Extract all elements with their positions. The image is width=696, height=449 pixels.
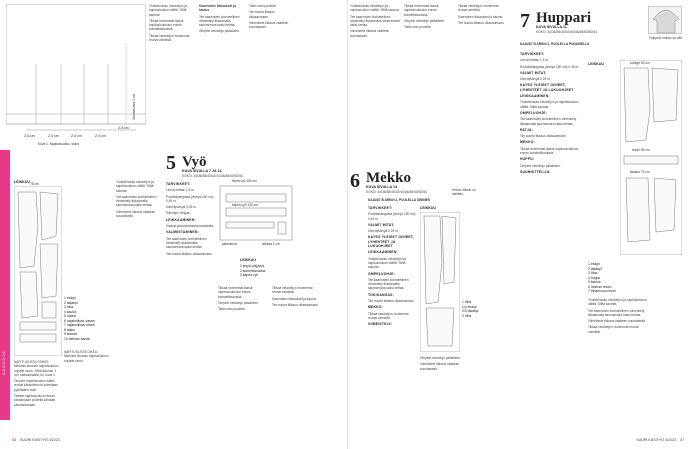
item6-legend-item: 1 hiha — [462, 300, 472, 304]
item7-dim-1: college 80 cm — [630, 61, 650, 65]
item5-c4-p3: Tee suurta tikkaus olkasaumaan. — [272, 302, 319, 307]
col3-p2: Tee kaarrosten koristeellinen viimeistely tikkaamalla saumanvara kaksi kertaa. — [199, 14, 240, 28]
dim-1: 2,5 cm — [24, 134, 35, 138]
legend1-item: 10 helman kaista — [64, 336, 90, 341]
legend1-item: 5 hupun — [64, 314, 77, 318]
item7-c2-p4: Tikkaa vetoketjun molemmat reunat valmiiksi. — [588, 325, 639, 334]
item7-legend-item: 1 etukpl — [588, 262, 600, 266]
item6-c2-p1: Ompele vetoketju paikalleen. — [420, 356, 461, 360]
item7-legend-item: 7 hihansuun resori — [588, 289, 616, 293]
item6-legend-item: 1/4 etukpl — [462, 304, 477, 309]
item7-legend-title: LEIKKUU — [588, 62, 604, 66]
item7-h1: TARVIKKEET: — [520, 52, 545, 56]
item7-c2-p3: Viimeistele tikkaus vaatteen suuntaisesti. — [588, 319, 646, 324]
item6-legend — [462, 300, 492, 318]
col2-p2: Tikkaa molemmat taskut napitusluukkuun ennen koristetikkauksia. — [149, 18, 184, 32]
item5-c3-p2: Ompele vetoketju paikalleen. — [218, 300, 259, 305]
item7-legend-item: 2 takakpl — [588, 266, 602, 271]
item7-name: Huppari — [536, 10, 592, 26]
item5-legend-item: 2 solmimisnauha — [240, 268, 266, 273]
item5-sub: KUVA SIVULLA 7 JA 14 — [182, 169, 222, 173]
item6-h1: TARVIKKEET: — [368, 206, 393, 210]
col1-p2: Ompele napitusluukun kaikki reunat kaksinkerroin kulmiltaan pyöristäen osiin. — [14, 379, 58, 392]
right-col-1 — [350, 4, 400, 40]
col4-p1: Taitto olan puolelta. — [249, 4, 277, 8]
item5-c3-p3: Taitto olan puolelta. — [218, 307, 246, 312]
dim-2: 2,5 cm — [48, 134, 59, 138]
item6-pattern — [420, 212, 460, 352]
item7-number: 7 — [520, 10, 530, 32]
item6-t3: Yhdistä tasku vetoketjun ja napitusluukun väliltä. Silitä saumat. — [368, 256, 406, 270]
r-c3-p1: Tikkaa vetoketjun molemmat reunat valmiiksi. — [458, 4, 499, 13]
item6-text — [368, 206, 416, 329]
mid-p2: Tee kaarrosten koristeellinen viimeistely tikkaamalla saumanvara kaksi kertaa. — [116, 194, 157, 208]
item6-sub: KUVA SIVULLA 14 — [366, 185, 398, 189]
item6-t5: Tee suurta tikkaus olkasaumaan. — [368, 299, 415, 304]
diagram-caption: Kuva 1. Napitusluukku, sidos — [38, 142, 79, 146]
item7-t8: Ompele vetoketju paikalleen. — [520, 163, 561, 168]
item5-dim-3: kantokuvio — [222, 242, 238, 246]
item5-legend-item: 1 levyä pöljyyvä — [240, 264, 264, 268]
item6-t1: Puuvillakangasta (leveys 150 cm) 0,45 m. — [368, 212, 416, 221]
item7-side-note: Huppari: mikolu on väli. — [649, 36, 683, 40]
item6-code: KOKO: 34/36/38/40/42/44/46/48/50/52/54 — [366, 190, 427, 194]
item7-t2: Puuvillakangasta (leveys 150 cm) 0,45 m. — [520, 64, 579, 69]
item5-t2: Puuvillakangasta (leveys 150 cm) 0,45 m. — [166, 194, 214, 203]
legend1-caption: NAPITUSLISTA OIKEA: Merkitse ikkunan napitusluukun nurjalle osoin. — [64, 350, 109, 363]
item5-heading3: VALMIISTAMINEN: — [166, 230, 199, 235]
item6-t2: Kiinnityslevyä 0,25 m. — [368, 229, 399, 234]
item5-t7: Tee suurta tikkaus olkasaumaan. — [166, 251, 213, 256]
item6-link[interactable]: KAAVAT B ARKIN 2, PUOLELLA SININEN — [368, 198, 430, 202]
item6-h7: MEKKO: — [368, 305, 383, 310]
item7-text — [520, 52, 584, 176]
item7-title-block — [520, 10, 630, 36]
left-column-3 — [199, 4, 245, 36]
item5-t6: Tee kaarrosten koristeellinen viimeistely tikkaamalla saumanvara kaksi kertaa. — [166, 236, 207, 250]
col4-p2: Tee suurta tikkaus olkasaumaan. — [249, 10, 275, 19]
dim-3: 2,5 cm — [71, 134, 82, 138]
item7-t6: Tee suurta tikkaus olkasaumaan. — [520, 134, 567, 139]
item5-text — [166, 182, 214, 258]
napitusluukku-diagram — [6, 4, 146, 139]
col1-p3: Taittele napitusluukun reunat tukikankaan puolella kohtaan saumanvaraan. — [14, 394, 56, 407]
legend1-item: 1 etukpl — [64, 296, 76, 300]
item7-h7: MEKKO: — [520, 140, 535, 145]
item6-c2-p2: Viimeistele tikkaus vaatteen suuntaisesti. — [420, 362, 460, 371]
item7-legend-item: 5 kaulus — [588, 280, 601, 284]
item5-legend — [240, 264, 296, 278]
legend1-item: 3 hiha — [64, 305, 74, 309]
col4-p3: Viimeistele tikkaus vaatteen suuntaisesti. — [249, 20, 289, 30]
dim-seam: Saumanvara 1 cm — [132, 94, 136, 120]
dim-5: 2,5 cm — [118, 126, 129, 130]
dim-4: 2,5 cm — [95, 134, 106, 138]
item6-name: Mekko — [366, 170, 411, 186]
r-c3-p2: Kaarrosten tikkaukset ja kaulus — [458, 14, 503, 19]
item7-t4: Yhdistä tasku vetoketjun ja napitusluukun väliltä. Silitä saumat. — [520, 100, 579, 109]
side-tab-label: KAAVOJA — [1, 350, 6, 376]
col2-p3: Tikkaa vetoketjun molemmat reunat valmiiksi. — [149, 33, 190, 43]
col1-p1: NAPITUSLISTA OSIKSI: Merkitse ikkunan napitusluukun nurjalle osoin. Silitä ikkunan 1 m:n tukikankaalla; ks. kuva 1. — [14, 360, 59, 377]
item7-legend-item: 4 huppu — [588, 275, 601, 280]
scale-label: 75 cm — [30, 182, 39, 186]
item5-dim-2: kapea vyö 130 cm — [232, 203, 258, 207]
item5-c4-p2: Kaarrosten tikkaukset ja kaulus — [272, 296, 317, 301]
mid-p3: Viimeistele tikkaus vaatteen suuntaisesti. — [116, 209, 156, 219]
item7-h5: OMPELUOHJE: — [520, 110, 548, 115]
item5-diagram — [218, 176, 296, 256]
item6-h5: OMPELUOHJE: — [368, 271, 396, 276]
left-folio — [12, 438, 60, 442]
legend1-item: 4 kaulus — [64, 309, 77, 314]
legend1-item: 2 takakpl — [64, 300, 78, 305]
item6-note: Hekon mikolu on vaihtelu. — [452, 188, 476, 196]
item5-dim-1: leveä vyö 150 cm — [232, 179, 257, 183]
item5-name: Vyö — [182, 154, 207, 170]
legend1-item: 8 tasku — [64, 327, 75, 332]
huppari-thumbnail — [648, 6, 682, 34]
r-c3-p3: Tee suurta tikkaus olkasaumaan. — [458, 20, 505, 25]
item5-col3-text — [218, 286, 266, 313]
item5-heading1: TARVIKKEET: — [166, 182, 191, 186]
item7-h8: HUPPU: — [520, 157, 535, 162]
right-col-3 — [458, 4, 508, 27]
item6-h6: TUKIKANGAS: — [368, 292, 394, 297]
col2-p1: Yhdistä tasku vetoketjun ja napitusluukun väliltä. Silitä saumat. — [149, 4, 187, 17]
item7-sub: KUVA SIVULLA 11 — [536, 25, 567, 29]
item5-legend-title: LEIKKUU — [240, 258, 256, 262]
right-folio-text: SUURI KÄSITYÖ 4/2023 — [636, 438, 676, 442]
pattern-layout-1 — [14, 186, 62, 356]
item6-h8: VIIMEISTELY: — [368, 322, 393, 327]
item7-t7: Tikkaa molemmat taskut napitusluukkuun ennen koristetikkauksia. — [520, 146, 579, 156]
item5-title-block — [166, 152, 346, 178]
item5-t1: Lenvä mittaa: 1,5 m — [166, 188, 194, 193]
legend1 — [64, 296, 104, 341]
item7-col2-text — [588, 298, 648, 336]
item6-legend-title: LEIKKUU — [420, 206, 436, 210]
legend1-item: 9 kulmat — [64, 332, 77, 336]
item7-legend — [588, 262, 644, 294]
side-tab — [0, 150, 10, 420]
item6-h2: VALMIT MITAT: — [368, 222, 395, 227]
legend1-item: 7 napitusilista, oikea — [64, 323, 95, 327]
item6-number: 6 — [350, 170, 360, 192]
legend1-item: 6 napituslista, vasen — [64, 318, 95, 323]
r-c1-p2: Tee kaarrosten koristeellinen viimeistely tikkaamalla saumanvara kaksi kertaa. — [350, 14, 400, 28]
col3-p1: Kaarrosten tikkaukset ja kaulus — [199, 4, 236, 13]
left-folio-number: 34 — [12, 438, 16, 442]
item5-c3-p1: Tikkaa molemmat taskut napitusluukkuun ennen koristetikkauksia. — [218, 286, 253, 299]
item6-t4: Tee kaarrosten koristeellinen viimeistely tikkaamalla saumanvara kaksi kertaa. — [368, 277, 409, 291]
left-column-4 — [249, 4, 295, 31]
r-c1-p1: Yhdistä tasku vetoketjun ja napitusluukun väliltä. Silitä saumat. — [350, 4, 400, 13]
item7-legend-item: 6 helman resori — [588, 284, 612, 289]
right-folio — [636, 438, 684, 442]
item7-h3: KATSO YLEISET OHJEET, LYHENTEET JA LUKUOHJEET — [520, 83, 574, 92]
left-folio-text: SUURI KÄSITYÖ 4/2023 — [20, 438, 60, 442]
item6-col2-text — [420, 356, 468, 373]
left-column-2 — [149, 4, 195, 44]
left-column-1-bottom — [14, 360, 60, 409]
item5-t5: Kaavat yksinkertaiselta kankaalta. — [166, 224, 215, 229]
item7-h4: LEIKKAAMINEN: — [520, 94, 550, 99]
item5-heading2: LEIKKAAMINEN: — [166, 217, 196, 222]
item7-dim-3: tikkaus 75 cm — [630, 170, 650, 174]
right-folio-number: 37 — [680, 438, 684, 442]
item5-col4-text — [272, 286, 320, 309]
item7-c2-p2: Tee kaarrosten koristeellinen viimeistely tikkaamalla saumanvara kaksi kertaa. — [588, 308, 645, 317]
right-col-2 — [404, 4, 454, 31]
item5-number: 5 — [166, 152, 176, 174]
item6-title-block — [350, 168, 460, 194]
item6-h3: KATSO YLEISET OHJEET, LYHENTEET JA LUKUOHJEET — [368, 235, 414, 249]
item7-c2-p1: Yhdistä tasku vetoketjun ja napitusluukun väliltä. Silitä saumat. — [588, 298, 647, 307]
item5-t4: Kiinnitys/-rengas — [166, 211, 190, 216]
item7-h2: VALMIT MITAT: — [520, 70, 547, 75]
item7-code: KOKO: 34/36/38/40/42/44/46/48/50/52/54 — [536, 30, 597, 34]
right-page — [348, 0, 696, 449]
item7-link[interactable]: KAAVAT B ARKIN 2, PUOLELLA PUNAISELLA — [520, 42, 590, 46]
mid-p1: Yhdistä tasku vetoketjun ja napitusluukun väliltä. Silitä saumat. — [116, 180, 154, 193]
r-c1-p3: Viimeistele tikkaus vaatteen suuntaisesti. — [350, 29, 390, 38]
r-c2-p1: Tikkaa molemmat taskut napitusluukkuun ennen koristetikkauksia. — [404, 4, 439, 17]
item7-t5: Tee kaarrosten koristeellinen viimeistely tikkaamalla saumanvara kaksi kertaa. — [520, 117, 577, 126]
item7-h6: PATJA: — [520, 127, 533, 132]
item7-t1: Lenvä mittaa: 1,5 m — [520, 58, 548, 63]
left-mid-column — [116, 180, 162, 220]
item5-dim-4: leikkaa 1 cm — [262, 242, 280, 246]
item7-h9: SUUNNITTELIJA: — [520, 169, 551, 174]
item7-pattern — [620, 60, 682, 255]
item7-legend-item: 3 hiha — [588, 271, 598, 275]
item5-legend-item: 3 kapea vyö — [240, 273, 259, 277]
item7-t3: Kiinnityslevyä 0,25 m. — [520, 77, 551, 82]
item6-t6: Tikkaa vetoketjun molemmat reunat valmiiksi. — [368, 311, 409, 320]
item5-code: KOKO: 34/36/38/40/42/44/46/48/50/52/54 — [182, 174, 243, 178]
item5-t3: Kiinnityslevyä 0,25 m. — [166, 205, 197, 210]
col3-p3: Ompele vetoketju paikalleen. — [199, 29, 240, 34]
item6-h4: LEIKKAAMINEN: — [368, 250, 398, 255]
legend1-title: LEIKKUU — [14, 180, 30, 184]
left-column-2-bottom — [64, 350, 110, 365]
r-c2-p3: Taitto olan puolelta. — [404, 25, 432, 30]
r-c2-p2: Ompele vetoketju paikalleen. — [404, 18, 445, 23]
item6-legend-item: 3 hiha — [462, 313, 472, 318]
item6-legend-item: 2/3 takakpl — [462, 309, 479, 313]
item5-c4-p1: Tikkaa vetoketjun molemmat reunat valmiiksi. — [272, 286, 313, 295]
item7-dim-2: resori 35 cm — [632, 148, 650, 152]
